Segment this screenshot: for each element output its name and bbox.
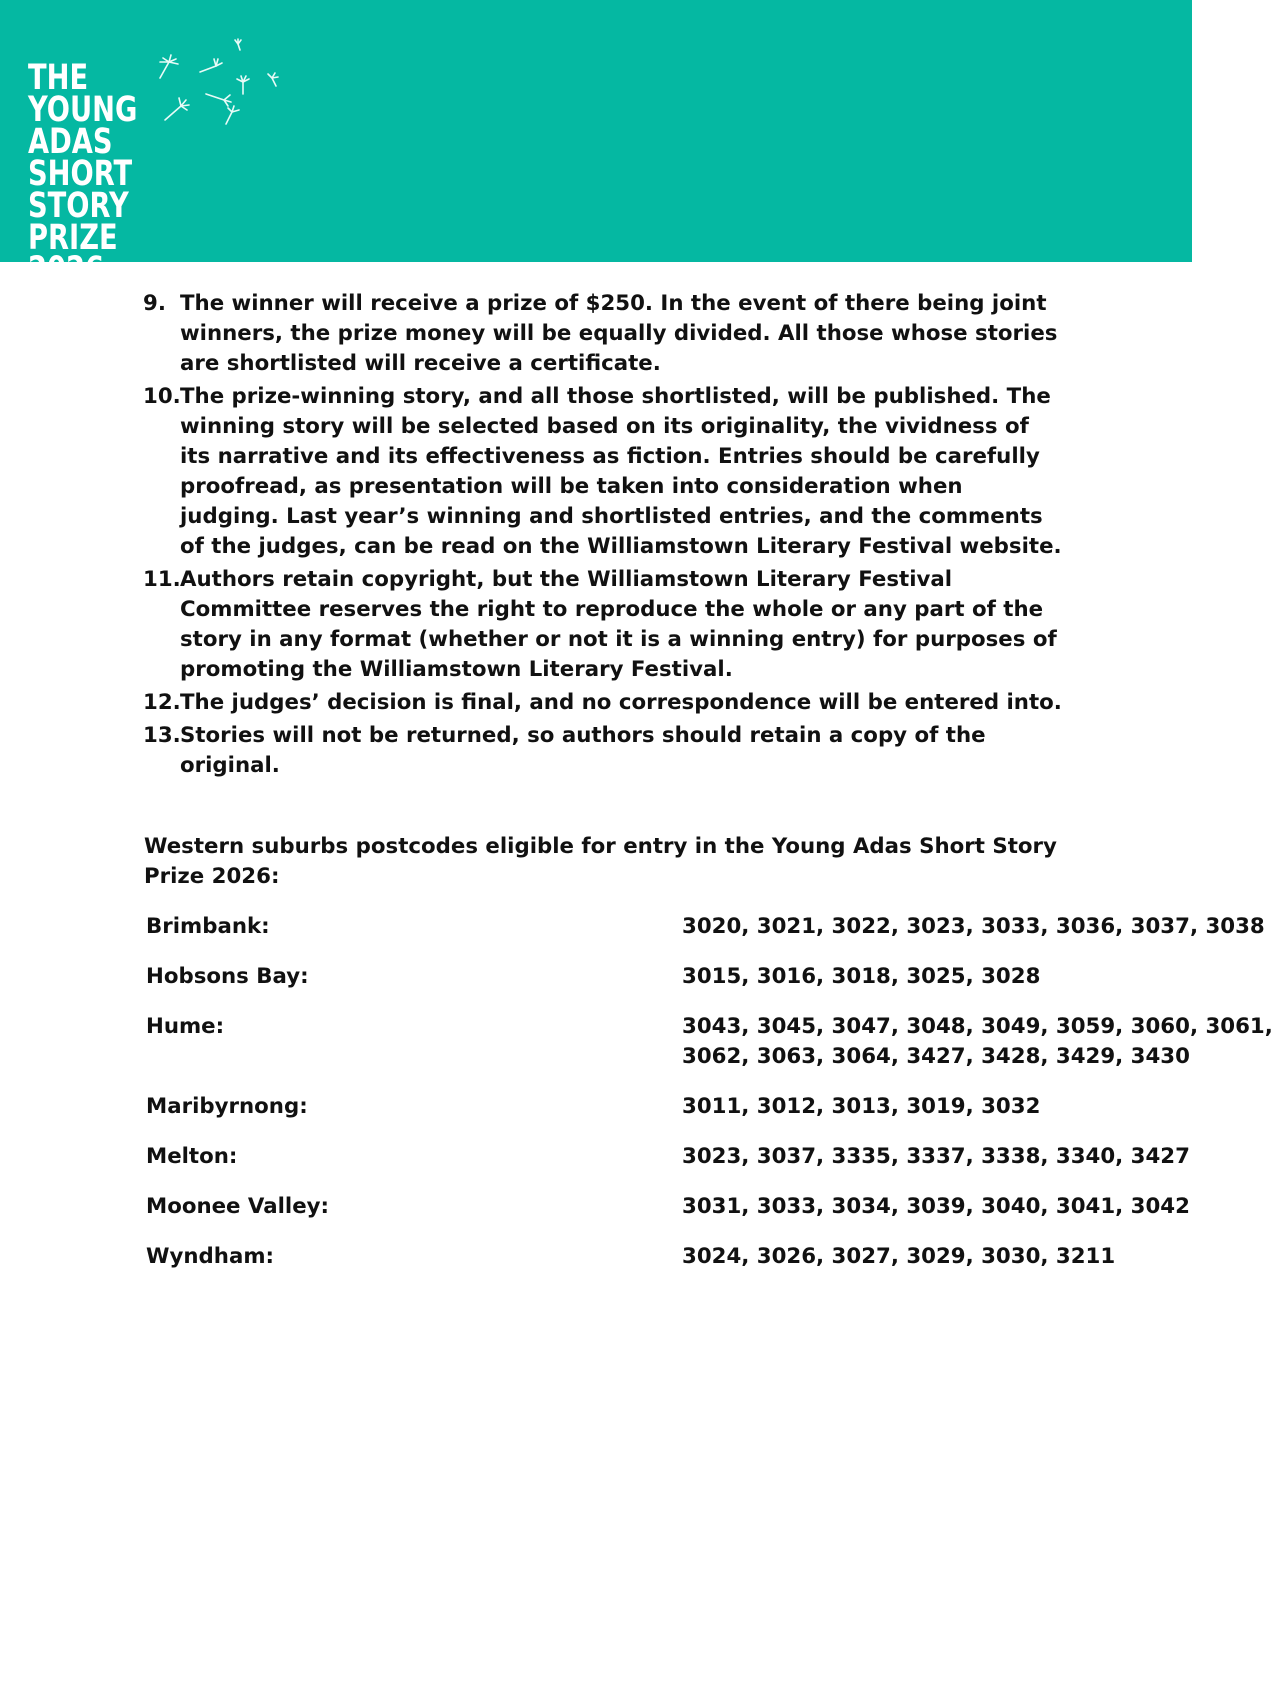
rules-list xyxy=(143,289,1063,784)
logo-wordmark xyxy=(28,58,168,290)
logo-line: STORY xyxy=(28,186,129,226)
postcode-list: 3015, 3016, 3018, 3025, 3028 xyxy=(682,964,1041,989)
rule-text: The judges’ decision is final, and no correspondence will be entered into. xyxy=(180,690,1062,715)
council-name: Hobsons Bay: xyxy=(146,964,309,989)
council-name: Wyndham: xyxy=(146,1244,275,1269)
council-name: Maribyrnong: xyxy=(146,1094,308,1119)
header-background xyxy=(0,0,1192,262)
logo-line: ADAS xyxy=(28,122,113,162)
rule-number: 11. xyxy=(143,567,181,592)
table-row xyxy=(146,1142,1192,1172)
table-row xyxy=(146,962,1192,992)
logo-line: PRIZE xyxy=(28,218,118,258)
logo-line: SHORT xyxy=(28,154,133,194)
rule-text: Authors retain copyright, but the Williamstown Literary Festival Committee reserves the right to reproduce the whole or any part of the story in any format (whether or not it is a winning entry) for purposes of promoting the Williamstown Literary Festival. xyxy=(180,567,1057,682)
council-name: Melton: xyxy=(146,1144,238,1169)
header-band xyxy=(0,0,1192,290)
table-row xyxy=(146,1092,1192,1122)
rule-text: Stories will not be returned, so authors should retain a copy of the original. xyxy=(180,723,986,778)
postcode-list: 3011, 3012, 3013, 3019, 3032 xyxy=(682,1094,1041,1119)
logo-line: THE xyxy=(28,58,89,98)
table-row xyxy=(146,1012,1273,1072)
rule-text: The prize-winning story, and all those shortlisted, will be published. The winning story will be selected based on its originality, the vividness of its narrative and its effectiveness as fiction. Entries should be carefully proofread, as presentation will be taken into consideration when judging. Last year’s winning and shortlisted entries, and the comments of the judges, can be read on the Williamstown Literary Festival website. xyxy=(180,384,1062,559)
council-name: Moonee Valley: xyxy=(146,1194,330,1219)
rule-number: 12. xyxy=(143,690,181,715)
rule-item xyxy=(143,688,1063,718)
rule-item xyxy=(143,382,1063,562)
postcode-list xyxy=(682,1012,1273,1072)
table-row xyxy=(146,1242,1192,1272)
postcode-list-line: 3062, 3063, 3064, 3427, 3428, 3429, 3430 xyxy=(682,1044,1190,1069)
postcode-list: 3024, 3026, 3027, 3029, 3030, 3211 xyxy=(682,1244,1116,1269)
council-name: Brimbank: xyxy=(146,914,270,939)
postcode-list: 3023, 3037, 3335, 3337, 3338, 3340, 3427 xyxy=(682,1144,1190,1169)
rule-number: 13. xyxy=(143,723,181,748)
council-name: Hume: xyxy=(146,1014,225,1039)
rule-item xyxy=(143,565,1063,685)
rule-text: The winner will receive a prize of $250. In the event of there being joint winners, the prize money will be equally divided. All those whose stories are shortlisted will receive a certificate. xyxy=(180,291,1058,376)
postcodes-heading: Western suburbs postcodes eligible for entry in the Young Adas Short Story Prize 2026: xyxy=(144,834,1057,889)
postcode-list: 3020, 3021, 3022, 3023, 3033, 3036, 3037, 3038 xyxy=(682,914,1265,939)
postcode-table xyxy=(146,912,1273,1292)
logo-line: 2026 xyxy=(28,250,104,290)
postcode-list: 3031, 3033, 3034, 3039, 3040, 3041, 3042 xyxy=(682,1194,1190,1219)
rule-item xyxy=(143,289,1063,379)
table-row xyxy=(146,912,1265,942)
table-row xyxy=(146,1192,1192,1222)
logo-line: YOUNG xyxy=(28,90,138,130)
rule-item xyxy=(143,721,1063,781)
rule-number: 10. xyxy=(143,384,181,409)
postcode-list-line: 3043, 3045, 3047, 3048, 3049, 3059, 3060, 3061, xyxy=(682,1014,1273,1039)
rule-number: 9. xyxy=(143,291,166,316)
